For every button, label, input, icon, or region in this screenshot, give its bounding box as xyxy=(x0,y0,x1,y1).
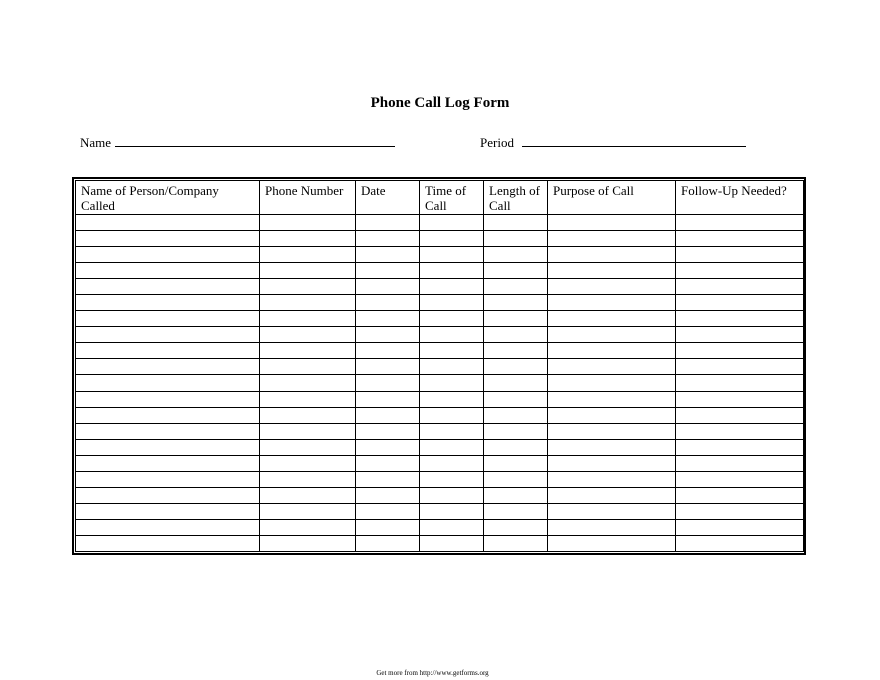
table-cell[interactable] xyxy=(76,359,260,375)
table-cell[interactable] xyxy=(420,471,484,487)
table-cell[interactable] xyxy=(76,471,260,487)
table-cell[interactable] xyxy=(420,535,484,551)
table-cell[interactable] xyxy=(484,391,548,407)
table-cell[interactable] xyxy=(484,519,548,535)
table-cell[interactable] xyxy=(548,535,676,551)
table-cell[interactable] xyxy=(260,295,356,311)
table-cell[interactable] xyxy=(420,391,484,407)
table-cell[interactable] xyxy=(420,439,484,455)
table-cell[interactable] xyxy=(420,343,484,359)
table-cell[interactable] xyxy=(356,487,420,503)
table-cell[interactable] xyxy=(484,295,548,311)
table-cell[interactable] xyxy=(356,455,420,471)
period-label: Period xyxy=(480,135,514,150)
table-cell[interactable] xyxy=(76,503,260,519)
table-cell[interactable] xyxy=(484,231,548,247)
table-row xyxy=(76,263,804,279)
table-cell[interactable] xyxy=(676,311,804,327)
table-cell[interactable] xyxy=(484,535,548,551)
table-cell[interactable] xyxy=(548,471,676,487)
table-cell[interactable] xyxy=(420,407,484,423)
table-cell[interactable] xyxy=(548,215,676,231)
table-cell[interactable] xyxy=(76,391,260,407)
table-cell[interactable] xyxy=(484,423,548,439)
table-cell[interactable] xyxy=(484,439,548,455)
table-cell[interactable] xyxy=(676,215,804,231)
table-cell[interactable] xyxy=(260,535,356,551)
table-cell[interactable] xyxy=(76,535,260,551)
table-cell[interactable] xyxy=(548,519,676,535)
table-row xyxy=(76,471,804,487)
table-cell[interactable] xyxy=(420,247,484,263)
table-cell[interactable] xyxy=(548,295,676,311)
table-cell[interactable] xyxy=(420,231,484,247)
table-cell[interactable] xyxy=(420,519,484,535)
table-cell[interactable] xyxy=(420,311,484,327)
table-cell[interactable] xyxy=(260,423,356,439)
call-log-table-frame xyxy=(72,177,806,555)
table-cell[interactable] xyxy=(484,487,548,503)
table-cell[interactable] xyxy=(676,407,804,423)
table-cell[interactable] xyxy=(676,535,804,551)
table-cell[interactable] xyxy=(548,279,676,295)
table-cell[interactable] xyxy=(260,231,356,247)
table-cell[interactable] xyxy=(676,359,804,375)
table-row xyxy=(76,247,804,263)
table-cell[interactable] xyxy=(76,231,260,247)
table-cell[interactable] xyxy=(548,423,676,439)
table-cell[interactable] xyxy=(676,295,804,311)
name-field xyxy=(80,134,395,151)
table-cell[interactable] xyxy=(260,263,356,279)
table-cell[interactable] xyxy=(548,391,676,407)
table-cell[interactable] xyxy=(548,503,676,519)
table-cell[interactable] xyxy=(260,503,356,519)
table-cell[interactable] xyxy=(260,375,356,391)
table-row xyxy=(76,519,804,535)
table-cell[interactable] xyxy=(260,439,356,455)
name-blank-line[interactable] xyxy=(115,134,395,147)
table-row xyxy=(76,535,804,551)
table-cell[interactable] xyxy=(676,471,804,487)
table-cell[interactable] xyxy=(76,247,260,263)
table-row xyxy=(76,487,804,503)
table-cell[interactable] xyxy=(548,487,676,503)
table-cell[interactable] xyxy=(420,423,484,439)
header-time-of-call: Time of Call xyxy=(420,181,484,215)
table-cell[interactable] xyxy=(76,487,260,503)
table-row xyxy=(76,279,804,295)
table-cell[interactable] xyxy=(356,471,420,487)
table-cell[interactable] xyxy=(76,311,260,327)
table-row xyxy=(76,231,804,247)
table-row xyxy=(76,343,804,359)
table-cell[interactable] xyxy=(484,279,548,295)
table-cell[interactable] xyxy=(548,407,676,423)
table-cell[interactable] xyxy=(76,295,260,311)
table-row xyxy=(76,375,804,391)
table-row xyxy=(76,391,804,407)
table-cell[interactable] xyxy=(420,279,484,295)
table-cell[interactable] xyxy=(548,231,676,247)
table-row xyxy=(76,359,804,375)
table-cell[interactable] xyxy=(484,263,548,279)
header-follow-up-needed: Follow-Up Needed? xyxy=(676,181,804,215)
table-cell[interactable] xyxy=(76,263,260,279)
table-cell[interactable] xyxy=(356,375,420,391)
table-cell[interactable] xyxy=(76,519,260,535)
table-cell[interactable] xyxy=(260,247,356,263)
table-cell[interactable] xyxy=(676,391,804,407)
table-cell[interactable] xyxy=(548,439,676,455)
table-row xyxy=(76,327,804,343)
period-field xyxy=(480,134,746,151)
table-cell[interactable] xyxy=(484,327,548,343)
table-cell[interactable] xyxy=(356,407,420,423)
table-cell[interactable] xyxy=(260,359,356,375)
header-name-of-person-company: Name of Person/Company Called xyxy=(76,181,260,215)
header-date: Date xyxy=(356,181,420,215)
table-cell[interactable] xyxy=(76,407,260,423)
table-cell[interactable] xyxy=(420,359,484,375)
call-log-table xyxy=(75,180,804,552)
table-cell[interactable] xyxy=(76,279,260,295)
table-cell[interactable] xyxy=(356,247,420,263)
table-cell[interactable] xyxy=(484,215,548,231)
table-cell[interactable] xyxy=(356,263,420,279)
header-length-of-call: Length of Call xyxy=(484,181,548,215)
table-cell[interactable] xyxy=(676,263,804,279)
table-cell[interactable] xyxy=(676,279,804,295)
table-cell[interactable] xyxy=(356,343,420,359)
table-cell[interactable] xyxy=(484,343,548,359)
table-cell[interactable] xyxy=(356,327,420,343)
table-cell[interactable] xyxy=(76,327,260,343)
table-cell[interactable] xyxy=(676,503,804,519)
table-cell[interactable] xyxy=(676,231,804,247)
table-cell[interactable] xyxy=(548,311,676,327)
table-cell[interactable] xyxy=(260,279,356,295)
table-cell[interactable] xyxy=(548,247,676,263)
table-cell[interactable] xyxy=(356,391,420,407)
table-cell[interactable] xyxy=(484,407,548,423)
table-cell[interactable] xyxy=(260,311,356,327)
period-blank-line[interactable] xyxy=(522,134,746,147)
table-cell[interactable] xyxy=(356,295,420,311)
table-cell[interactable] xyxy=(420,263,484,279)
table-row xyxy=(76,407,804,423)
table-cell[interactable] xyxy=(420,503,484,519)
table-cell[interactable] xyxy=(420,215,484,231)
table-cell[interactable] xyxy=(356,231,420,247)
table-row xyxy=(76,295,804,311)
call-log-body xyxy=(76,215,804,552)
table-cell[interactable] xyxy=(356,279,420,295)
table-cell[interactable] xyxy=(356,359,420,375)
table-cell[interactable] xyxy=(484,311,548,327)
table-cell[interactable] xyxy=(76,375,260,391)
table-cell[interactable] xyxy=(356,503,420,519)
header-row xyxy=(76,181,804,215)
table-cell[interactable] xyxy=(548,343,676,359)
table-row xyxy=(76,503,804,519)
table-cell[interactable] xyxy=(676,439,804,455)
table-cell[interactable] xyxy=(356,439,420,455)
name-label: Name xyxy=(80,135,112,150)
table-cell[interactable] xyxy=(356,311,420,327)
table-row xyxy=(76,455,804,471)
table-cell[interactable] xyxy=(356,535,420,551)
table-cell[interactable] xyxy=(76,215,260,231)
table-cell[interactable] xyxy=(76,423,260,439)
table-cell[interactable] xyxy=(260,487,356,503)
table-cell[interactable] xyxy=(676,327,804,343)
table-cell[interactable] xyxy=(676,423,804,439)
footer-source: Get more from http://www.getforms.org xyxy=(376,669,489,677)
table-cell[interactable] xyxy=(356,423,420,439)
header-phone-number: Phone Number xyxy=(260,181,356,215)
table-cell[interactable] xyxy=(484,359,548,375)
table-row xyxy=(76,215,804,231)
table-cell[interactable] xyxy=(356,519,420,535)
table-cell[interactable] xyxy=(260,343,356,359)
table-cell[interactable] xyxy=(548,359,676,375)
table-row xyxy=(76,439,804,455)
table-row xyxy=(76,311,804,327)
table-cell[interactable] xyxy=(420,327,484,343)
table-cell[interactable] xyxy=(260,215,356,231)
table-cell[interactable] xyxy=(548,455,676,471)
table-cell[interactable] xyxy=(356,215,420,231)
table-cell[interactable] xyxy=(260,407,356,423)
table-cell[interactable] xyxy=(548,263,676,279)
table-cell[interactable] xyxy=(76,455,260,471)
table-cell[interactable] xyxy=(676,375,804,391)
table-cell[interactable] xyxy=(420,487,484,503)
table-cell[interactable] xyxy=(484,375,548,391)
table-cell[interactable] xyxy=(260,519,356,535)
table-cell[interactable] xyxy=(260,391,356,407)
table-cell[interactable] xyxy=(676,519,804,535)
table-cell[interactable] xyxy=(676,487,804,503)
table-cell[interactable] xyxy=(260,471,356,487)
table-cell[interactable] xyxy=(260,455,356,471)
table-cell[interactable] xyxy=(420,455,484,471)
table-cell[interactable] xyxy=(676,343,804,359)
table-cell[interactable] xyxy=(484,503,548,519)
table-cell[interactable] xyxy=(676,455,804,471)
table-cell[interactable] xyxy=(420,295,484,311)
table-cell[interactable] xyxy=(76,343,260,359)
table-cell[interactable] xyxy=(676,247,804,263)
table-cell[interactable] xyxy=(420,375,484,391)
table-cell[interactable] xyxy=(484,455,548,471)
table-cell[interactable] xyxy=(484,247,548,263)
header-purpose-of-call: Purpose of Call xyxy=(548,181,676,215)
table-cell[interactable] xyxy=(260,327,356,343)
table-cell[interactable] xyxy=(76,439,260,455)
table-cell[interactable] xyxy=(484,471,548,487)
form-title: Phone Call Log Form xyxy=(370,95,510,111)
table-cell[interactable] xyxy=(548,375,676,391)
table-row xyxy=(76,423,804,439)
table-cell[interactable] xyxy=(548,327,676,343)
